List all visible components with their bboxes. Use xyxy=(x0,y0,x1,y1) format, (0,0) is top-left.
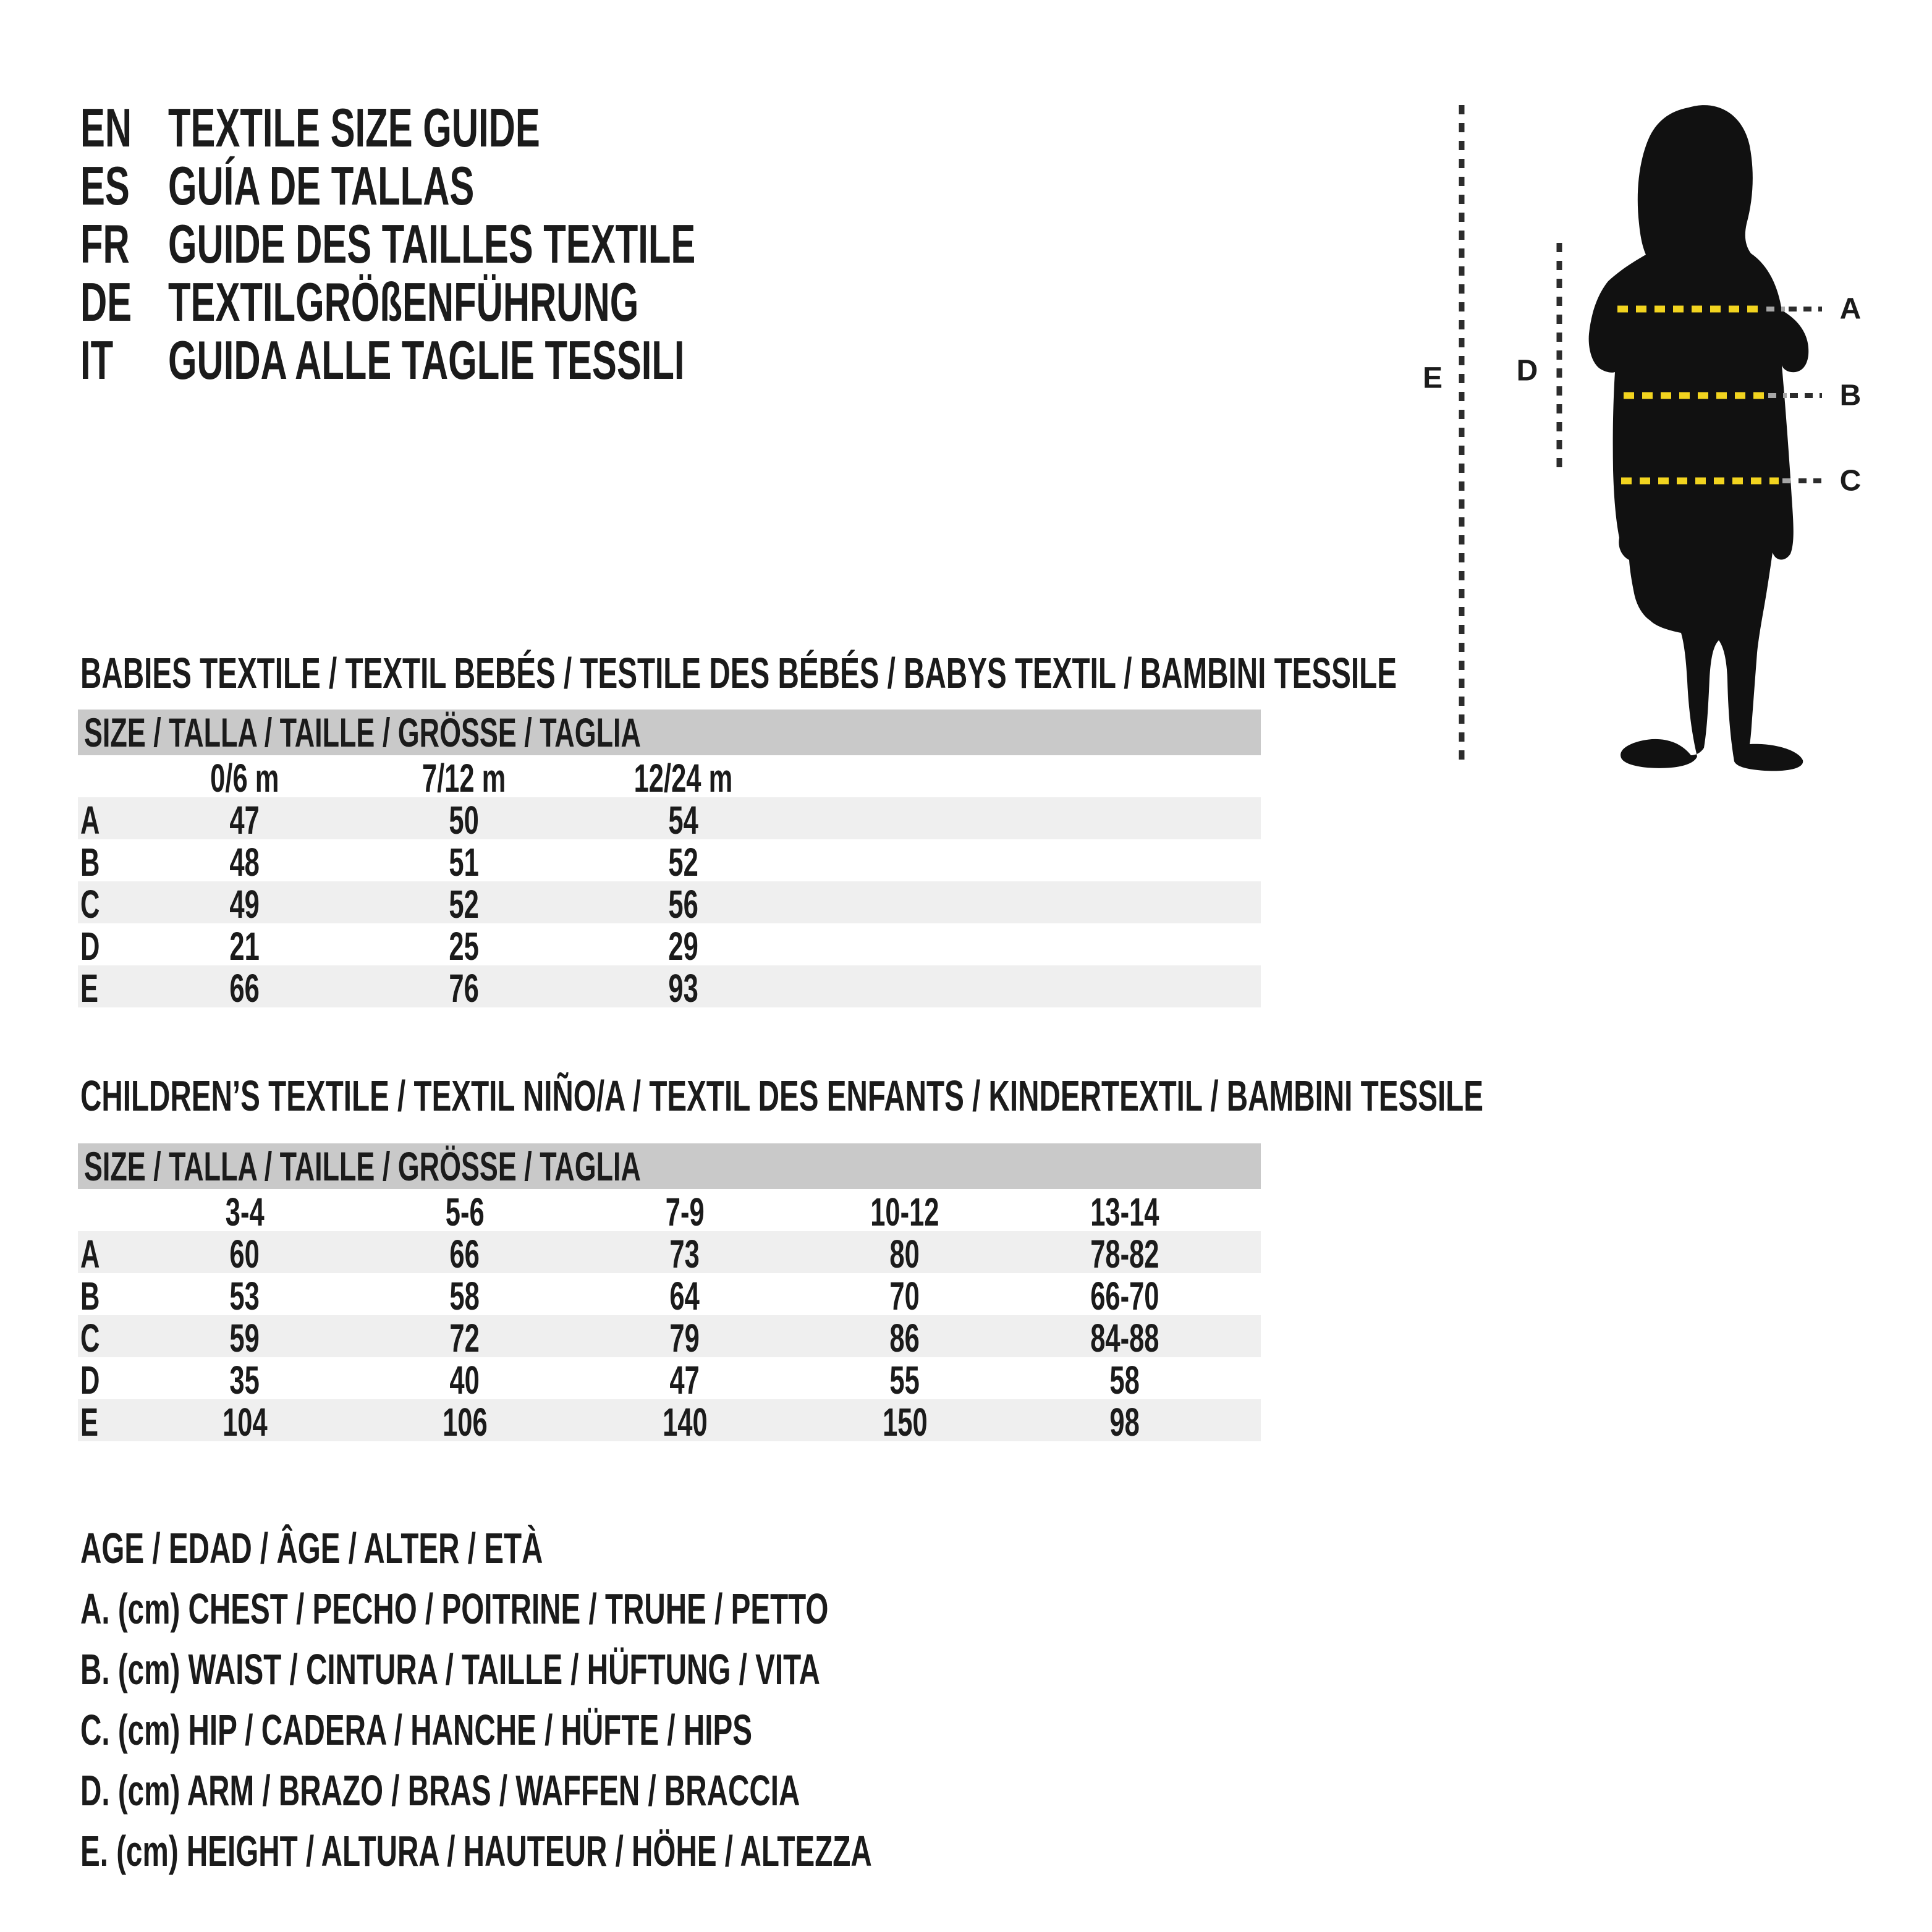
childrens-row-c xyxy=(78,1315,1261,1360)
legend-row-chest: A. (cm) CHEST / PECHO / POITRINE / TRUHE / PETTO xyxy=(80,1585,829,1633)
legend-row-height: E. (cm) HEIGHT / ALTURA / HAUTEUR / HÖHE / ALTEZZA xyxy=(80,1827,872,1875)
language-list xyxy=(80,99,944,389)
column-header-cell: 0/6 m xyxy=(210,756,279,800)
row-label: A xyxy=(80,798,100,842)
measure-label-d: D xyxy=(1516,354,1538,388)
language-label: TEXTILE SIZE GUIDE xyxy=(168,97,540,158)
language-code: IT xyxy=(80,329,114,391)
childrens-row-e xyxy=(78,1399,1261,1444)
value-cell: 64 xyxy=(669,1274,700,1318)
row-label: A xyxy=(80,1232,100,1276)
language-label: TEXTILGRÖßENFÜHRUNG xyxy=(168,271,639,333)
language-code: DE xyxy=(80,271,132,333)
babies-row-a xyxy=(78,797,1261,842)
babies-row-b xyxy=(78,839,1261,884)
measure-label-e: E xyxy=(1422,362,1443,395)
column-header-cell: 7/12 m xyxy=(422,756,506,800)
language-code: EN xyxy=(80,97,132,158)
value-cell: 76 xyxy=(449,966,479,1010)
babies-column-header-row xyxy=(78,755,1261,800)
measure-label-c: C xyxy=(1839,464,1862,498)
value-cell: 84-88 xyxy=(1090,1316,1159,1360)
measure-label-b: B xyxy=(1839,379,1862,412)
value-cell: 60 xyxy=(229,1232,260,1276)
babies-row-d xyxy=(78,923,1261,968)
value-cell: 72 xyxy=(449,1316,480,1360)
row-label: D xyxy=(80,1358,100,1402)
value-cell: 58 xyxy=(1109,1358,1140,1402)
measure-label-a: A xyxy=(1839,292,1862,326)
legend-row-age: AGE / EDAD / ÂGE / ALTER / ETÀ xyxy=(80,1524,543,1572)
value-cell: 104 xyxy=(222,1400,268,1444)
babies-row-c xyxy=(78,881,1261,926)
legend-row-hip: C. (cm) HIP / CADERA / HANCHE / HÜFTE / HIPS xyxy=(80,1706,752,1754)
value-cell: 21 xyxy=(229,924,260,968)
value-cell: 86 xyxy=(889,1316,920,1360)
value-cell: 73 xyxy=(669,1232,700,1276)
childrens-column-header-row xyxy=(78,1189,1261,1234)
value-cell: 70 xyxy=(889,1274,920,1318)
measurement-legend xyxy=(80,1518,1244,1881)
childrens-row-b xyxy=(78,1273,1261,1318)
childrens-size-table xyxy=(78,1143,1261,1444)
language-row-it xyxy=(80,331,944,389)
value-cell: 52 xyxy=(449,882,479,926)
row-label: C xyxy=(80,882,100,926)
babies-row-e xyxy=(78,965,1261,1010)
language-label: GUIDE DES TAILLES TEXTILE xyxy=(168,213,696,274)
legend-row-waist: B. (cm) WAIST / CINTURA / TAILLE / HÜFTUNG / VITA xyxy=(80,1645,821,1693)
value-cell: 66 xyxy=(229,966,260,1010)
value-cell: 47 xyxy=(669,1358,700,1402)
babies-section-title: BABIES TEXTILE / TEXTIL BEBÉS / TESTILE DES BÉBÉS / BABYS TEXTIL / BAMBINI TESSILE xyxy=(80,649,1397,697)
language-row-fr xyxy=(80,215,944,273)
childrens-section-title: CHILDREN’S TEXTILE / TEXTIL NIÑO/A / TEXTIL DES ENFANTS / KINDERTEXTIL / BAMBINI TESSILE xyxy=(80,1072,1483,1120)
language-label: GUÍA DE TALLAS xyxy=(168,155,475,216)
babies-size-header-bar: SIZE / TALLA / TAILLE / GRÖSSE / TAGLIA xyxy=(78,710,1261,755)
value-cell: 48 xyxy=(229,840,260,884)
value-cell: 150 xyxy=(882,1400,928,1444)
column-header-cell: 10-12 xyxy=(870,1190,939,1234)
childrens-row-a xyxy=(78,1231,1261,1276)
language-code: ES xyxy=(80,155,130,216)
value-cell: 80 xyxy=(889,1232,920,1276)
row-label: E xyxy=(80,1400,99,1444)
row-label: E xyxy=(80,966,99,1010)
value-cell: 50 xyxy=(449,798,479,842)
value-cell: 35 xyxy=(229,1358,260,1402)
babies-size-table xyxy=(78,710,1261,1010)
value-cell: 106 xyxy=(442,1400,488,1444)
value-cell: 29 xyxy=(668,924,698,968)
value-cell: 59 xyxy=(229,1316,260,1360)
language-row-de xyxy=(80,273,944,331)
value-cell: 47 xyxy=(229,798,260,842)
value-cell: 66-70 xyxy=(1090,1274,1159,1318)
language-code: FR xyxy=(80,213,130,274)
row-label: D xyxy=(80,924,100,968)
column-header-cell: 13-14 xyxy=(1090,1190,1159,1234)
value-cell: 93 xyxy=(668,966,698,1010)
value-cell: 52 xyxy=(668,840,698,884)
value-cell: 54 xyxy=(668,798,698,842)
value-cell: 140 xyxy=(662,1400,708,1444)
value-cell: 53 xyxy=(229,1274,260,1318)
column-header-cell: 7-9 xyxy=(665,1190,705,1234)
value-cell: 55 xyxy=(889,1358,920,1402)
value-cell: 56 xyxy=(668,882,698,926)
value-cell: 25 xyxy=(449,924,479,968)
value-cell: 49 xyxy=(229,882,260,926)
row-label: B xyxy=(80,1274,100,1318)
childrens-row-d xyxy=(78,1357,1261,1402)
row-label: C xyxy=(80,1316,100,1360)
language-label: GUIDA ALLE TAGLIE TESSILI xyxy=(168,329,685,391)
value-cell: 66 xyxy=(449,1232,480,1276)
value-cell: 51 xyxy=(449,840,479,884)
value-cell: 78-82 xyxy=(1090,1232,1159,1276)
language-row-es xyxy=(80,157,944,215)
value-cell: 98 xyxy=(1109,1400,1140,1444)
column-header-cell: 12/24 m xyxy=(633,756,733,800)
childrens-size-header-bar: SIZE / TALLA / TAILLE / GRÖSSE / TAGLIA xyxy=(78,1143,1261,1189)
legend-row-arm: D. (cm) ARM / BRAZO / BRAS / WAFFEN / BRACCIA xyxy=(80,1766,800,1815)
row-label: B xyxy=(80,840,100,884)
column-header-cell: 5-6 xyxy=(445,1190,485,1234)
value-cell: 58 xyxy=(449,1274,480,1318)
value-cell: 40 xyxy=(449,1358,480,1402)
column-header-cell: 3-4 xyxy=(225,1190,265,1234)
value-cell: 79 xyxy=(669,1316,700,1360)
language-row-en xyxy=(80,99,944,157)
